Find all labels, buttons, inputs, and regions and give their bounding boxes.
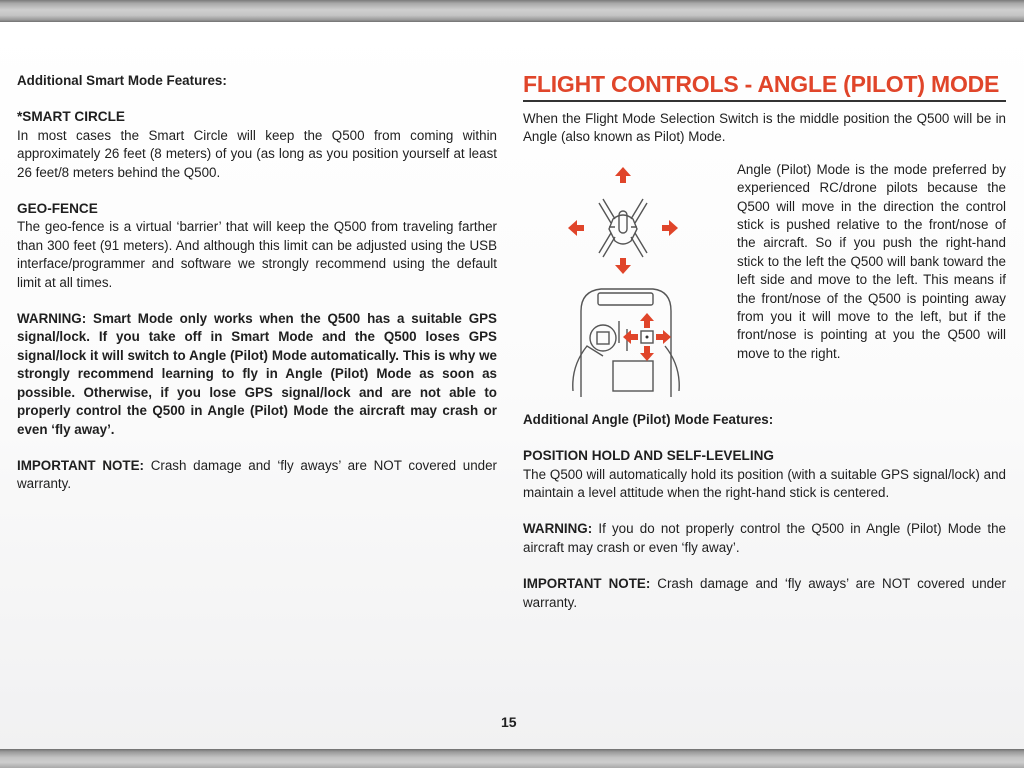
quadcopter-icon xyxy=(599,199,647,257)
left-important-note xyxy=(17,457,497,494)
smart-circle-body: In most cases the Smart Circle will keep the Q500 from coming within approximately 26 feet (8 meters) of you (as long as you position yourself at least 26 feet/8 meters behind the Q500. xyxy=(17,127,497,180)
warning-label: WARNING: xyxy=(523,521,593,537)
important-note-text: Crash damage and ‘fly aways’ are NOT covered under warranty. xyxy=(523,576,1006,610)
important-note-text: Crash damage and ‘fly aways’ are NOT covered under warranty. xyxy=(17,457,497,492)
smart-mode-warning: WARNING: Smart Mode only works when the Q500 has a suitable GPS signal/lock. If you take off in Smart Mode and the Q500 loses GPS signal/lock it will switch to Angle (Pilot) Mode automatically. This is why we strongly recommend learning to fly in Angle (Pilot) Mode as soon as possible. Otherwise, if you lose GPS signal/lock and are not able to properly control the Q500 in Angle (Pilot) Mode the aircraft may crash or even ‘fly away’. xyxy=(17,311,497,437)
angle-mode-figure-block xyxy=(523,161,1006,411)
viewer-bottom-bar xyxy=(0,749,1024,768)
right-column xyxy=(523,70,1006,612)
title-underline xyxy=(523,100,1006,102)
right-important-note xyxy=(523,575,1006,612)
angle-mode-intro: When the Flight Mode Selection Switch is the middle position the Q500 will be in Angle (also known as Pilot) Mode. xyxy=(523,111,1006,145)
right-stick-arrows-icon xyxy=(623,313,671,361)
geo-fence-heading: GEO-FENCE xyxy=(17,201,98,217)
warning-text: If you do not properly control the Q500 in Angle (Pilot) Mode the aircraft may crash or even ‘fly away’. xyxy=(523,521,1006,555)
page-number: 15 xyxy=(501,714,517,730)
manual-page xyxy=(0,22,1024,749)
flight-controls-illustration xyxy=(553,161,693,401)
geo-fence-body: The geo-fence is a virtual ‘barrier’ that will keep the Q500 from traveling farther than 300 feet (91 meters). And although this limit can be adjusted using the USB interface/programmer and software we strongly recommend using the default limit at all times. xyxy=(17,219,497,290)
important-note-label: IMPORTANT NOTE: xyxy=(523,576,651,592)
viewer-top-bar xyxy=(0,0,1024,22)
page-title: FLIGHT CONTROLS - ANGLE (PILOT) MODE xyxy=(523,71,1000,97)
smart-circle-heading: *SMART CIRCLE xyxy=(17,109,125,125)
direction-arrows-icon xyxy=(568,167,678,274)
position-hold-heading: POSITION HOLD AND SELF-LEVELING xyxy=(523,448,774,464)
left-column xyxy=(17,72,497,494)
position-hold-body: The Q500 will automatically hold its position (with a suitable GPS signal/lock) and maintain a level attitude when the right-hand stick is centered. xyxy=(523,466,1006,501)
angle-mode-features-heading: Additional Angle (Pilot) Mode Features: xyxy=(523,411,774,427)
angle-mode-warning xyxy=(523,520,1006,557)
smart-mode-features-heading: Additional Smart Mode Features: xyxy=(17,73,227,88)
angle-mode-explanation: Angle (Pilot) Mode is the mode preferred by experienced RC/drone pilots because the Q500 will move in the direction the control stick is pushed relative to the front/nose of the aircraft. So if you push the right-hand stick to the left the Q500 will bank toward the left side and move to the left. This means if the front/nose of the Q500 is pointing away from you it will move to the left, but if the front/nose is pointing at you the Q500 will move to the right. xyxy=(737,161,1006,361)
important-note-label: IMPORTANT NOTE: xyxy=(17,457,144,473)
